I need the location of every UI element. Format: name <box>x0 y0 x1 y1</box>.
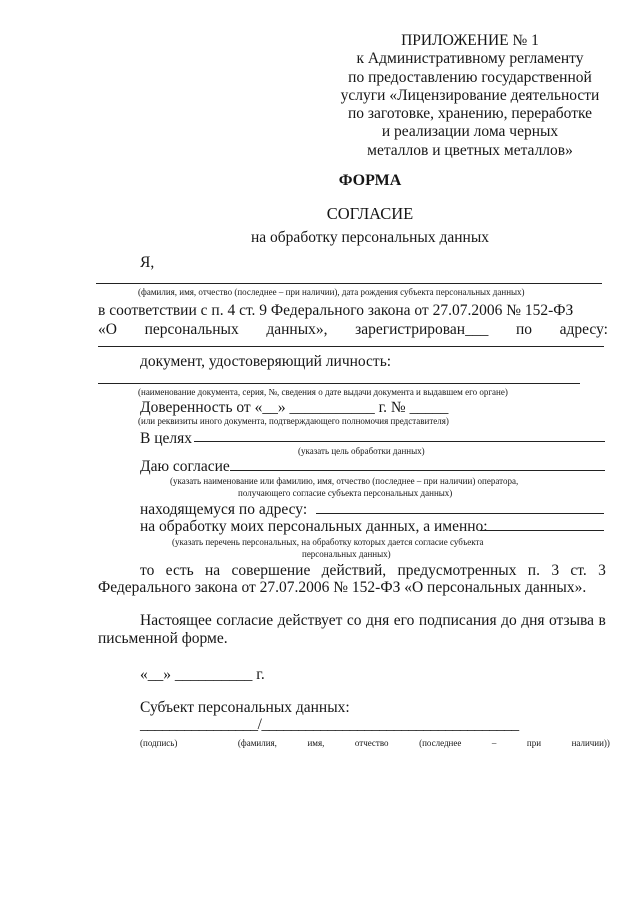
validity-word: действует <box>277 612 343 629</box>
law-word: зарегистрирован___ <box>355 321 489 338</box>
signature-hint <box>140 738 610 749</box>
appendix-line: по заготовке, хранению, переработке <box>348 105 592 123</box>
purpose-label: В целях <box>140 430 193 447</box>
validity-word: согласие <box>216 612 274 629</box>
appendix-line: и реализации лома черных <box>381 123 559 141</box>
sig-hint-word: (подпись) <box>140 738 178 748</box>
operator-field-line <box>230 470 605 471</box>
actions-word: 3 <box>598 562 606 579</box>
sig-hint-word: (последнее <box>419 738 462 748</box>
actions-word: есть <box>165 562 194 579</box>
validity-word: подписания <box>418 612 497 629</box>
hint-purpose: (указать цель обработки данных) <box>298 446 425 456</box>
actions-word: действий, <box>321 562 387 579</box>
form-label: ФОРМА <box>338 172 402 189</box>
signature-line: ________________/___________________________________ <box>140 716 519 733</box>
validity-line-2: письменной форме. <box>98 630 228 647</box>
date-line: «__» __________ г. <box>140 666 265 683</box>
hint-poa: (или реквизиты иного документа, подтверждающего полномочия представителя) <box>138 416 449 426</box>
consent-to-label: Даю согласие <box>140 458 230 475</box>
address-field-line <box>98 346 604 347</box>
validity-word: дня <box>521 612 545 629</box>
sig-hint-word: отчество <box>354 738 389 748</box>
appendix-line: к Административному регламенту <box>356 50 584 68</box>
hint-id-doc: (наименование документа, серия, №, сведения о дате выдачи документа и выдавшем его органе) <box>138 387 508 397</box>
validity-word: в <box>598 612 606 629</box>
consent-title: СОГЛАСИЕ <box>326 204 414 223</box>
actions-word: предусмотренных <box>397 562 517 579</box>
sig-hint-word: наличии)) <box>571 738 610 748</box>
law-word: адресу: <box>559 321 608 338</box>
appendix-line: услуги «Лицензирование деятельности <box>340 86 600 104</box>
law-word: персональных <box>144 321 239 338</box>
validity-line-1 <box>140 612 606 630</box>
appendix-title: ПРИЛОЖЕНИЕ № 1 <box>401 32 539 49</box>
actions-line-1 <box>140 562 606 580</box>
address-label: находящемуся по адресу: <box>140 501 308 518</box>
sig-hint-word: (фамилия, <box>237 738 277 748</box>
law-word: данных», <box>266 321 328 338</box>
intro-i: Я, <box>140 254 155 271</box>
law-word: «О <box>98 321 117 338</box>
fio-field-line <box>96 283 602 284</box>
actions-word: то <box>140 562 155 579</box>
purpose-field-line <box>194 441 605 442</box>
sig-hint-word: при <box>526 738 542 748</box>
validity-word: со <box>346 612 362 629</box>
sig-hint-word: имя, <box>307 738 325 748</box>
actions-word: п. <box>527 562 540 579</box>
hint-fio: (фамилия, имя, отчество (последнее – при наличии), дата рождения субъекта персональных данных) <box>138 287 525 297</box>
hint-list-2: персональных данных) <box>302 549 391 559</box>
validity-word: его <box>393 612 415 629</box>
appendix-header <box>330 32 610 160</box>
validity-word: дня <box>365 612 390 629</box>
actions-word: 3 <box>551 562 560 579</box>
operator-address-line <box>316 513 604 514</box>
consent-subtitle: на обработку персональных данных <box>251 229 489 246</box>
actions-line-2: Федерального закона от 27.07.2006 № 152-ФЗ «О персональных данных». <box>98 579 587 596</box>
law-word: по <box>515 321 533 338</box>
actions-word: совершение <box>231 562 311 579</box>
law-line-2 <box>98 321 608 339</box>
subject-label: Субъект персональных данных: <box>140 699 350 716</box>
validity-word: Настоящее <box>140 612 212 629</box>
processing-field-line <box>480 530 604 531</box>
appendix-line: по предоставлению государственной <box>348 68 592 86</box>
sig-hint-word: – <box>491 738 497 748</box>
poa-line: Доверенность от «__» ___________ г. № _____ <box>140 399 449 416</box>
id-doc-field-line <box>98 383 580 384</box>
actions-word: на <box>205 562 221 579</box>
hint-list-1: (указать перечень персональных, на обработку которых дается согласие субъекта <box>172 537 484 547</box>
validity-word: до <box>501 612 517 629</box>
hint-operator-2: получающего согласие субъекта персональных данных) <box>238 488 453 498</box>
law-line-1: в соответствии с п. 4 ст. 9 Федерального закона от 27.07.2006 № 152-ФЗ <box>98 302 574 319</box>
id-doc-label: документ, удостоверяющий личность: <box>140 353 392 370</box>
validity-word: отзыва <box>549 612 595 629</box>
hint-operator-1: (указать наименование или фамилию, имя, отчество (последнее – при наличии) оператора, <box>170 476 519 486</box>
actions-word: ст. <box>570 562 587 579</box>
processing-label: на обработку моих персональных данных, а именно: <box>140 518 488 535</box>
appendix-line: металлов и цветных металлов» <box>367 141 573 159</box>
